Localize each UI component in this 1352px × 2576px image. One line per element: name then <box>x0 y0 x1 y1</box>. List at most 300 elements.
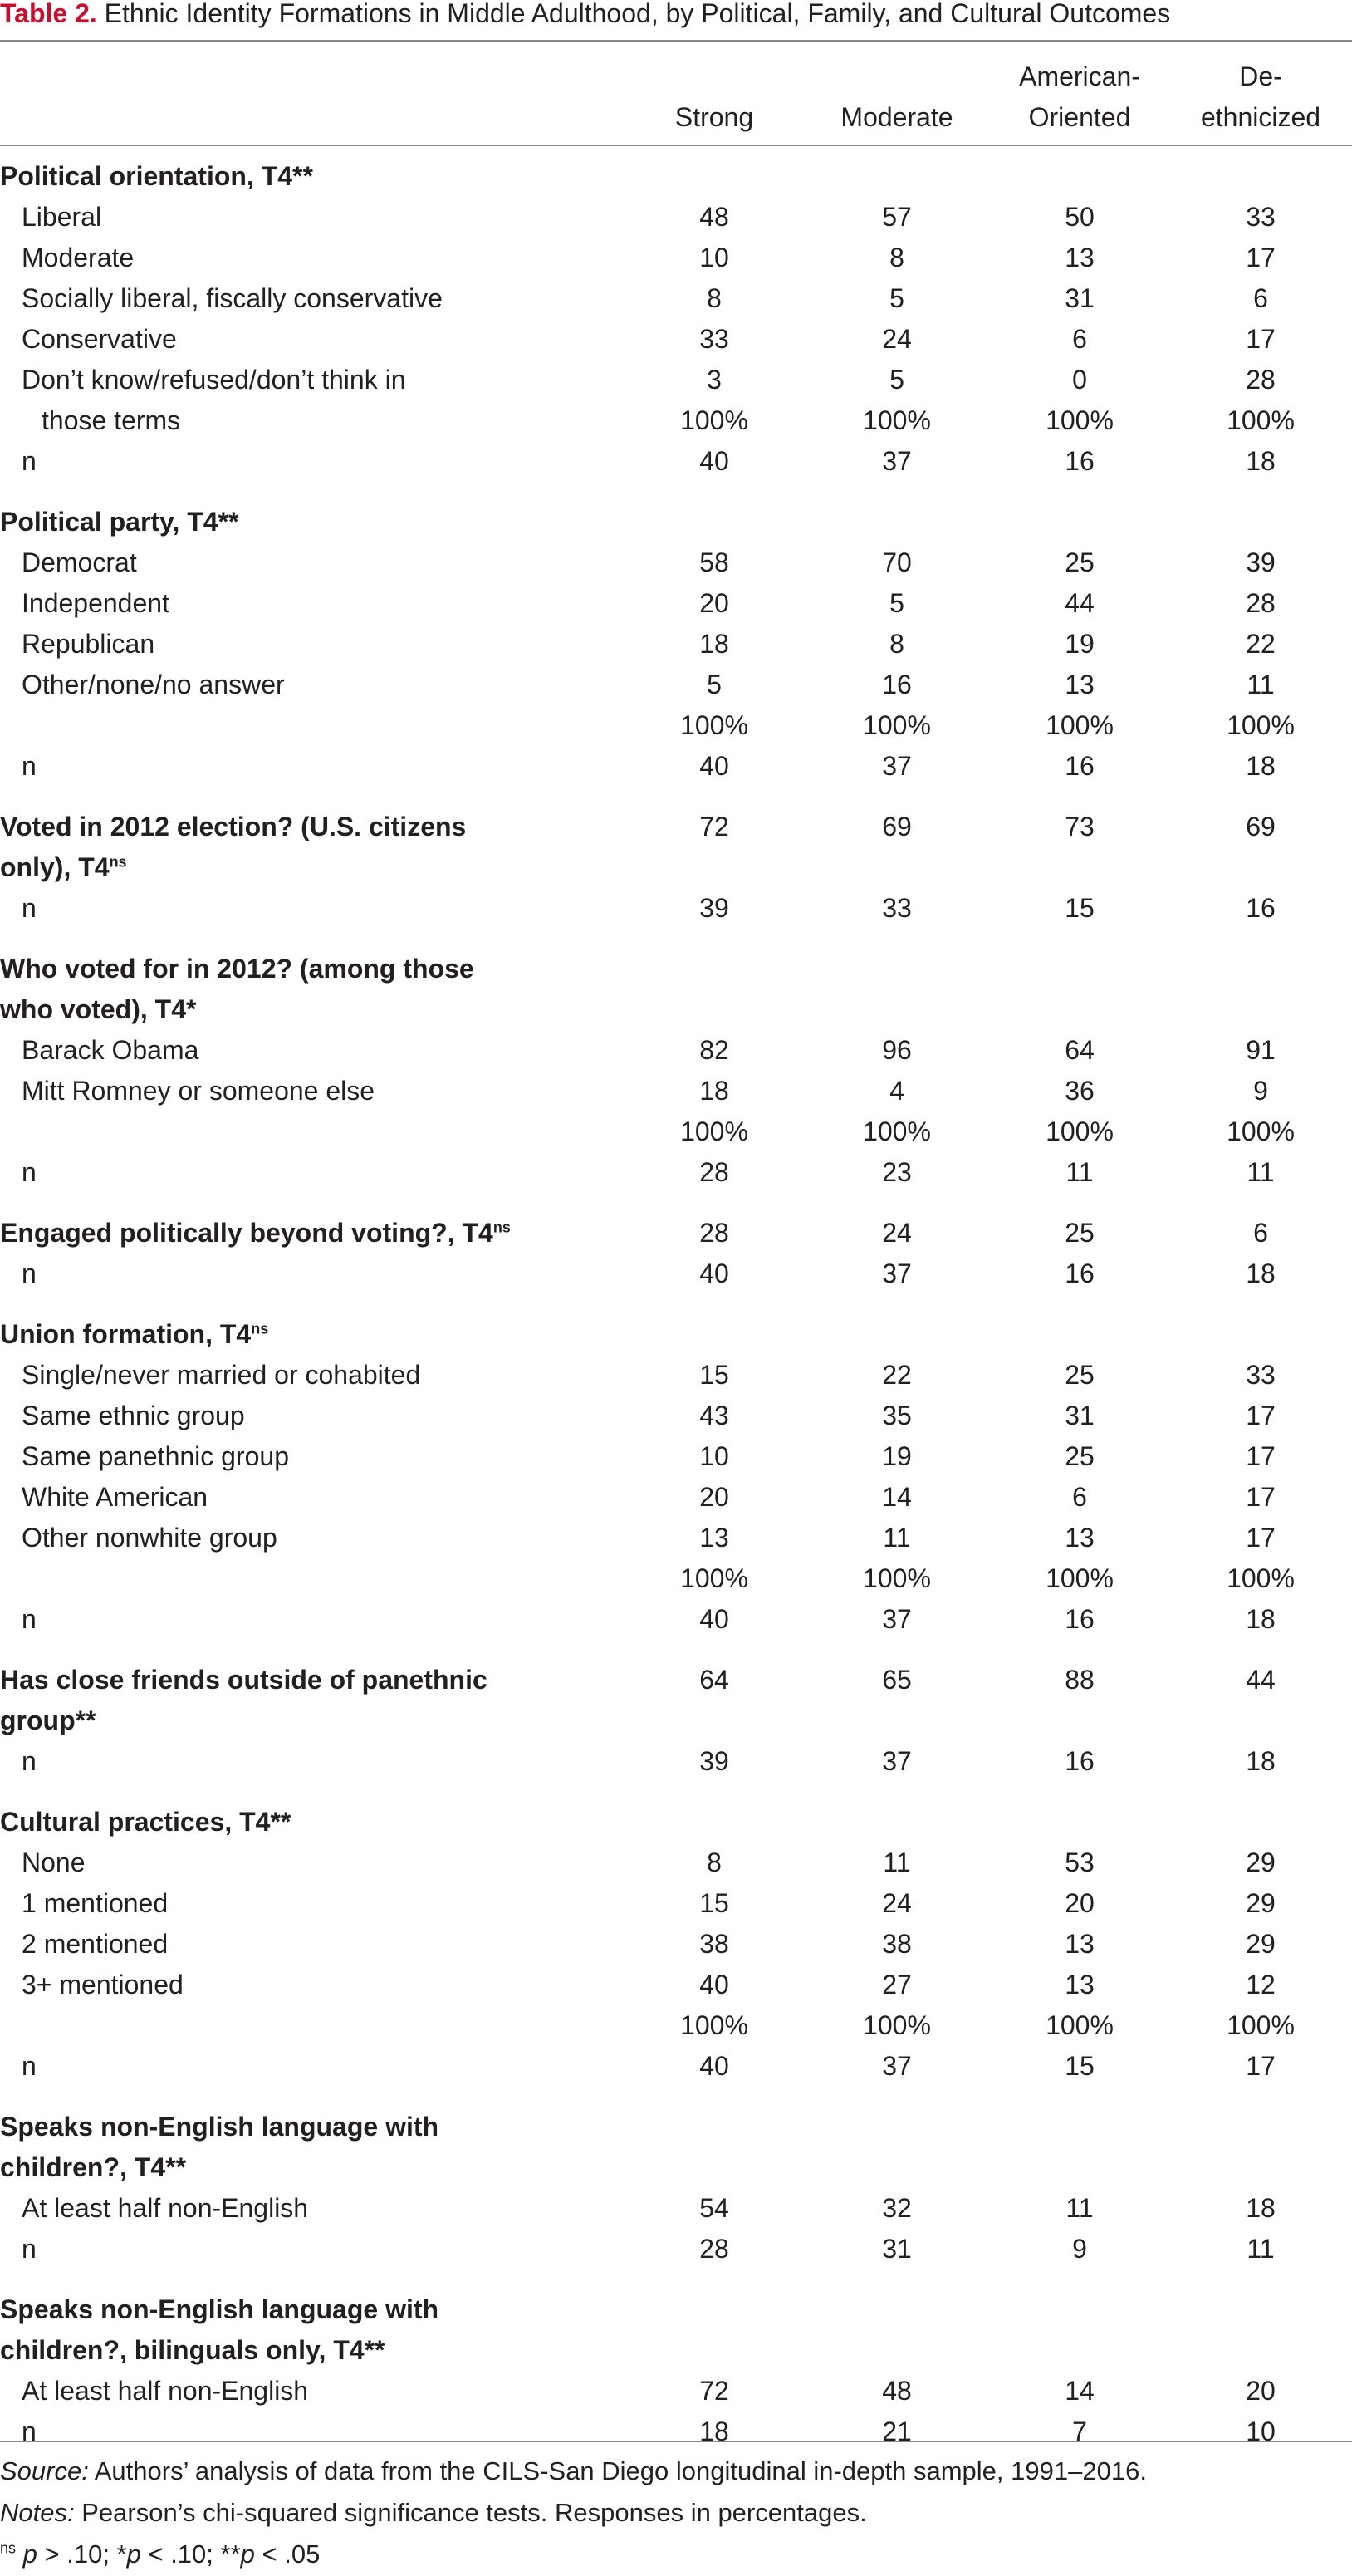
table-row <box>0 1924 1352 1965</box>
section-title <box>0 949 474 989</box>
table-cell: 37 <box>882 1259 912 1288</box>
section-header-row <box>0 1802 1352 1842</box>
row-label <box>22 1396 245 1436</box>
column-header-moderate <box>806 50 988 138</box>
table-cell: 100% <box>680 1563 748 1593</box>
sample-size-row <box>0 2046 1352 2087</box>
ns-superscript: ns <box>0 2539 17 2557</box>
table-cell: 11 <box>1247 2234 1275 2264</box>
table-cell: 18 <box>1246 751 1276 781</box>
table-cell: 28 <box>1246 365 1276 395</box>
table-cell: 16 <box>1065 1604 1095 1634</box>
table-cell: 22 <box>882 1360 912 1390</box>
table-row <box>0 2188 1352 2229</box>
table-cell: 10 <box>1246 2417 1276 2446</box>
table-cell: 100% <box>1227 2010 1295 2040</box>
table-cell: 82 <box>699 1035 729 1065</box>
row-label-text: Speaks non-English language with <box>0 2294 439 2324</box>
table-cell: 20 <box>699 588 729 618</box>
column-header-american-oriented <box>988 50 1171 138</box>
table-cell: 24 <box>882 1218 912 1248</box>
table-cell: 91 <box>1246 1035 1276 1065</box>
row-label-text: Same ethnic group <box>22 1401 245 1430</box>
table-cell: 40 <box>699 2051 729 2081</box>
table-cell: 5 <box>889 283 904 313</box>
section-title <box>0 989 196 1030</box>
table-row <box>0 665 1352 705</box>
section-title <box>0 1700 96 1741</box>
table-cell: 29 <box>1246 1929 1276 1959</box>
table-cell: 33 <box>699 324 729 354</box>
table-cell: 69 <box>1246 812 1276 841</box>
row-label-text: At least half non-English <box>22 2376 309 2406</box>
row-label <box>22 1965 184 2005</box>
row-label-text: Has close friends outside of panethnic <box>0 1665 487 1695</box>
table-row <box>0 624 1352 665</box>
row-label-text: who voted), T4* <box>0 994 197 1024</box>
row-label-text: Independent <box>22 588 169 618</box>
column-header-line2: Moderate <box>840 102 953 132</box>
table-cell: 100% <box>680 2010 748 2040</box>
table-cell: 18 <box>1246 446 1276 476</box>
table-cell: 38 <box>699 1929 729 1959</box>
table-cell: 100% <box>863 710 931 740</box>
table-cell: 13 <box>1065 1929 1095 1959</box>
table-cell: 23 <box>882 1157 912 1187</box>
row-label <box>22 1883 168 1924</box>
sample-size-row <box>0 1741 1352 1782</box>
table-cell: 25 <box>1065 547 1095 577</box>
row-label-text: Conservative <box>22 324 177 354</box>
table-cell: 20 <box>1065 1888 1095 1918</box>
table-cell: 9 <box>1072 2234 1087 2264</box>
table-cell: 100% <box>1046 1563 1114 1593</box>
table-cell: 17 <box>1246 243 1276 272</box>
row-label-text: Don’t know/refused/don’t think in <box>22 365 406 395</box>
table-cell: 3 <box>707 365 722 395</box>
row-label <box>22 238 134 278</box>
row-label-text: n <box>22 1259 37 1288</box>
table-cell: 18 <box>1246 2193 1276 2223</box>
source-label: Source: <box>0 2456 89 2485</box>
table-cell: 29 <box>1246 1847 1276 1877</box>
row-label <box>22 278 443 319</box>
row-label-text: 2 mentioned <box>22 1929 169 1959</box>
column-header-line2: Oriented <box>1028 102 1131 132</box>
table-cell: 31 <box>882 2234 912 2264</box>
row-label-text: n <box>22 2051 37 2081</box>
row-label <box>22 2188 308 2229</box>
row-label <box>22 1030 198 1071</box>
table-cell: 8 <box>889 243 904 272</box>
table-cell: 33 <box>882 893 912 923</box>
row-label-text: Who voted for in 2012? (among those <box>0 954 474 984</box>
row-label-text: 3+ mentioned <box>22 1970 184 1999</box>
sig-text: < .05 <box>254 2539 321 2569</box>
table-cell: 7 <box>1072 2417 1087 2446</box>
table-row <box>0 238 1352 278</box>
row-label <box>22 665 285 705</box>
row-label-text: n <box>22 1746 37 1776</box>
section-title <box>0 1314 268 1355</box>
table-row <box>0 705 1352 746</box>
header-rule <box>0 145 1352 146</box>
row-label-text: Other/none/no answer <box>22 670 285 699</box>
table-cell: 18 <box>1246 1604 1276 1634</box>
table-cell: 5 <box>889 365 904 395</box>
table-cell: 40 <box>699 446 729 476</box>
row-label-text: Barack Obama <box>22 1035 199 1065</box>
row-label-text: n <box>22 2417 37 2446</box>
row-label <box>22 746 37 787</box>
sample-size-row <box>0 1254 1352 1294</box>
table-cell: 58 <box>699 547 729 577</box>
row-label <box>22 888 37 929</box>
table-cell: 37 <box>882 446 912 476</box>
table-row <box>0 360 1352 400</box>
table-cell: 18 <box>1246 1259 1276 1288</box>
table-number: Table 2. <box>0 0 97 28</box>
row-label <box>22 1071 375 1111</box>
table-cell: 72 <box>699 812 729 841</box>
sample-size-row <box>0 746 1352 787</box>
table-row <box>0 1355 1352 1396</box>
row-label-text: Same panethnic group <box>22 1441 289 1471</box>
table-cell: 17 <box>1246 1482 1276 1512</box>
table-cell: 9 <box>1253 1076 1268 1106</box>
table-cell: 11 <box>1247 1157 1275 1187</box>
table-cell: 16 <box>1065 751 1095 781</box>
table-row <box>0 197 1352 238</box>
row-label-text: Republican <box>22 629 155 659</box>
sample-size-row <box>0 2229 1352 2269</box>
row-label-text: n <box>22 1157 37 1187</box>
table-cell: 57 <box>882 202 912 232</box>
source-note <box>0 2451 1352 2492</box>
table-cell: 15 <box>699 1360 729 1390</box>
table-cell: 100% <box>680 405 748 435</box>
table-cell: 15 <box>1065 893 1095 923</box>
section-title <box>0 502 239 542</box>
table-cell: 8 <box>889 629 904 659</box>
row-label-text: those terms <box>42 405 181 435</box>
notes-note <box>0 2492 1352 2534</box>
row-label <box>22 624 154 665</box>
table-cell: 39 <box>699 1746 729 1776</box>
row-label <box>22 583 169 624</box>
table-cell: 14 <box>882 1482 912 1512</box>
table-cell: 16 <box>1065 1746 1095 1776</box>
table-cell: 19 <box>1065 629 1095 659</box>
table-cell: 37 <box>882 2051 912 2081</box>
table-cell: 18 <box>699 1076 729 1106</box>
row-label-text: n <box>22 446 37 476</box>
sample-size-row <box>0 888 1352 929</box>
section-title <box>0 2147 186 2188</box>
section-title <box>0 1660 487 1700</box>
table-cell: 25 <box>1065 1218 1095 1248</box>
table-cell: 100% <box>863 405 931 435</box>
column-header-line2: Strong <box>674 102 754 132</box>
table-cell: 25 <box>1065 1441 1095 1471</box>
table-cell: 72 <box>699 2376 729 2406</box>
row-label-text: Cultural practices, T4** <box>0 1807 291 1837</box>
table-cell: 28 <box>699 1157 729 1187</box>
table-cell: 100% <box>1227 710 1295 740</box>
table-cell: 44 <box>1246 1665 1276 1695</box>
table-cell: 100% <box>1046 405 1114 435</box>
section-header-row <box>0 2289 1352 2330</box>
table-cell: 96 <box>882 1035 912 1065</box>
table-row <box>0 2005 1352 2046</box>
section-header-row <box>0 949 1352 989</box>
column-header-strong <box>623 50 806 138</box>
table-cell: 25 <box>1065 1360 1095 1390</box>
table-cell: 100% <box>1227 1563 1295 1593</box>
table-cell: 40 <box>699 1970 729 1999</box>
section-title <box>0 156 313 197</box>
table-cell: 24 <box>882 324 912 354</box>
table-cell: 12 <box>1246 1970 1276 1999</box>
table-cell: 6 <box>1253 1218 1268 1248</box>
table-cell: 27 <box>882 1970 912 1999</box>
row-label-text: At least half non-English <box>22 2193 309 2223</box>
section-title <box>0 2289 438 2330</box>
table-cell: 18 <box>699 2417 729 2446</box>
table-cell: 100% <box>863 1116 931 1146</box>
column-header-line1: De- <box>1239 61 1282 91</box>
table-cell: 64 <box>1065 1035 1095 1065</box>
row-label <box>22 360 405 400</box>
table-cell: 33 <box>1246 202 1276 232</box>
section-header-row <box>0 1314 1352 1355</box>
row-label-text: 1 mentioned <box>22 1888 169 1918</box>
table-cell: 70 <box>882 547 912 577</box>
table-cell: 11 <box>1065 1157 1094 1187</box>
sig-text: > .10; * <box>37 2539 127 2569</box>
sample-size-row <box>0 1152 1352 1193</box>
row-label-text: Moderate <box>22 243 135 272</box>
row-label <box>22 1924 168 1965</box>
table-row <box>0 319 1352 360</box>
table-cell: 6 <box>1072 324 1087 354</box>
table-caption <box>0 0 1352 42</box>
section-header-row <box>0 1660 1352 1700</box>
row-label-text: Engaged politically beyond voting?, T4 <box>0 1218 493 1248</box>
table-cell: 17 <box>1246 1401 1276 1430</box>
table-cell: 11 <box>1065 2193 1094 2223</box>
table-cell: 11 <box>1247 670 1275 699</box>
table-cell: 16 <box>1065 446 1095 476</box>
section-title <box>0 1802 291 1842</box>
table-cell: 31 <box>1065 283 1095 313</box>
table-cell: 11 <box>883 1523 911 1553</box>
table-cell: 100% <box>1046 1116 1114 1146</box>
table-body <box>0 156 1352 2452</box>
row-label <box>22 2046 37 2087</box>
sample-size-row <box>0 441 1352 482</box>
sample-size-row <box>0 2412 1352 2452</box>
row-label-text: n <box>22 2234 37 2264</box>
table-cell: 33 <box>1246 1360 1276 1390</box>
p-symbol: p <box>240 2539 255 2569</box>
table-cell: 88 <box>1065 1665 1095 1695</box>
source-text: Authors’ analysis of data from the CILS-San Diego longitudinal in-depth sample, 1991–2016. <box>88 2456 1147 2485</box>
section-header-row <box>0 1213 1352 1254</box>
table-cell: 37 <box>882 1746 912 1776</box>
table-row <box>0 1518 1352 1558</box>
table-cell: 24 <box>882 1888 912 1918</box>
section-header-row <box>0 2330 1352 2371</box>
table-cell: 10 <box>699 1441 729 1471</box>
section-header-row <box>0 2147 1352 2188</box>
row-label <box>22 1254 37 1294</box>
table-cell: 20 <box>1246 2376 1276 2406</box>
table-cell: 38 <box>882 1929 912 1959</box>
row-label-text: only), T4 <box>0 852 110 882</box>
table-cell: 17 <box>1246 1441 1276 1471</box>
row-label-text: Union formation, T4 <box>0 1319 252 1349</box>
table-cell: 100% <box>1046 2010 1114 2040</box>
table-cell: 13 <box>1065 1970 1095 1999</box>
table-cell: 64 <box>699 1665 729 1695</box>
table-cell: 13 <box>699 1523 729 1553</box>
table-cell: 14 <box>1065 2376 1095 2406</box>
table-cell: 54 <box>699 2193 729 2223</box>
table-cell: 28 <box>1246 588 1276 618</box>
table-cell: 0 <box>1072 365 1087 395</box>
row-label <box>22 2371 308 2412</box>
table-row <box>0 1030 1352 1071</box>
sig-text: < .10; ** <box>140 2539 241 2569</box>
row-label <box>22 197 101 238</box>
row-label <box>22 542 137 583</box>
table-cell: 16 <box>1246 893 1276 923</box>
column-header-line1: American- <box>1019 61 1140 91</box>
table-cell: 100% <box>680 710 748 740</box>
table-cell: 13 <box>1065 243 1095 272</box>
table-cell: 44 <box>1065 588 1095 618</box>
notes-text: Pearson’s chi-squared significance tests. Responses in percentages. <box>74 2498 867 2527</box>
table-notes <box>0 2451 1352 2575</box>
table-row <box>0 542 1352 583</box>
table-cell: 28 <box>699 2234 729 2264</box>
row-label-text: Single/never married or cohabited <box>22 1360 421 1390</box>
table-cell: 15 <box>1065 2051 1095 2081</box>
table-cell: 8 <box>707 1847 722 1877</box>
table-cell: 50 <box>1065 202 1095 232</box>
table-cell: 17 <box>1246 2051 1276 2081</box>
section-header-row <box>0 847 1352 888</box>
table-cell: 39 <box>1246 547 1276 577</box>
row-label-text: Political party, T4** <box>0 507 239 537</box>
significance-note <box>0 2534 1352 2575</box>
table-cell: 37 <box>882 1604 912 1634</box>
row-label-text: Speaks non-English language with <box>0 2112 439 2142</box>
row-label-text: Liberal <box>22 202 102 232</box>
row-label <box>22 1477 208 1518</box>
row-label-text: children?, T4** <box>0 2152 187 2182</box>
section-title <box>0 2330 385 2371</box>
row-label <box>22 2229 37 2269</box>
table-row <box>0 1558 1352 1599</box>
row-label-text: children?, bilinguals only, T4** <box>0 2335 385 2365</box>
row-label-text: group** <box>0 1705 96 1735</box>
table-cell: 10 <box>699 243 729 272</box>
row-label <box>22 319 177 360</box>
bottom-rule <box>0 2441 1352 2442</box>
table-cell: 73 <box>1065 812 1095 841</box>
section-title <box>0 847 127 888</box>
section-title <box>0 2107 438 2147</box>
table-cell: 5 <box>707 670 722 699</box>
column-header-line2: ethnicized <box>1200 102 1321 132</box>
table-cell: 13 <box>1065 670 1095 699</box>
table-cell: 19 <box>882 1441 912 1471</box>
row-label-text: Socially liberal, fiscally conservative <box>22 283 443 313</box>
table-cell: 16 <box>1065 1259 1095 1288</box>
row-label-text: Other nonwhite group <box>22 1523 277 1553</box>
table-row <box>0 1071 1352 1111</box>
row-label-text: None <box>22 1847 86 1877</box>
row-label-text: White American <box>22 1482 208 1512</box>
table-cell: 15 <box>699 1888 729 1918</box>
table-cell: 4 <box>889 1076 904 1106</box>
table-cell: 40 <box>699 1259 729 1288</box>
table-cell: 100% <box>1046 710 1114 740</box>
table-row <box>0 1842 1352 1883</box>
table-cell: 39 <box>699 893 729 923</box>
row-label <box>22 1355 420 1396</box>
table-row <box>0 1436 1352 1477</box>
table-cell: 43 <box>699 1401 729 1430</box>
section-header-row <box>0 502 1352 542</box>
row-label-text: Democrat <box>22 547 137 577</box>
table-row <box>0 1477 1352 1518</box>
significance-superscript: ns <box>251 1320 269 1337</box>
table-cell: 13 <box>1065 1523 1095 1553</box>
table-cell: 8 <box>707 283 722 313</box>
table-cell: 22 <box>1246 629 1276 659</box>
row-label-text: Political orientation, T4** <box>0 161 313 191</box>
section-header-row <box>0 807 1352 847</box>
table-title: Ethnic Identity Formations in Middle Adulthood, by Political, Family, and Cultural Outcomes <box>96 0 1171 28</box>
row-label <box>22 1518 277 1558</box>
section-header-row <box>0 989 1352 1030</box>
section-title <box>0 807 466 847</box>
table-cell: 5 <box>889 588 904 618</box>
table-cell: 29 <box>1246 1888 1276 1918</box>
table-cell: 40 <box>699 1604 729 1634</box>
table-row <box>0 1111 1352 1152</box>
table-cell: 100% <box>863 2010 931 2040</box>
table-cell: 32 <box>882 2193 912 2223</box>
section-title <box>0 1213 511 1254</box>
table-cell: 6 <box>1253 283 1268 313</box>
significance-superscript: ns <box>492 1219 511 1236</box>
table-cell: 65 <box>882 1665 912 1695</box>
table-cell: 35 <box>882 1401 912 1430</box>
table-cell: 6 <box>1072 1482 1087 1512</box>
section-header-row <box>0 1700 1352 1741</box>
row-label-text: Voted in 2012 election? (U.S. citizens <box>0 812 467 841</box>
table-row <box>0 583 1352 624</box>
table-row <box>0 400 1352 441</box>
table-row <box>0 1965 1352 2005</box>
table-cell: 37 <box>882 751 912 781</box>
section-header-row <box>0 2107 1352 2147</box>
section-header-row <box>0 156 1352 197</box>
